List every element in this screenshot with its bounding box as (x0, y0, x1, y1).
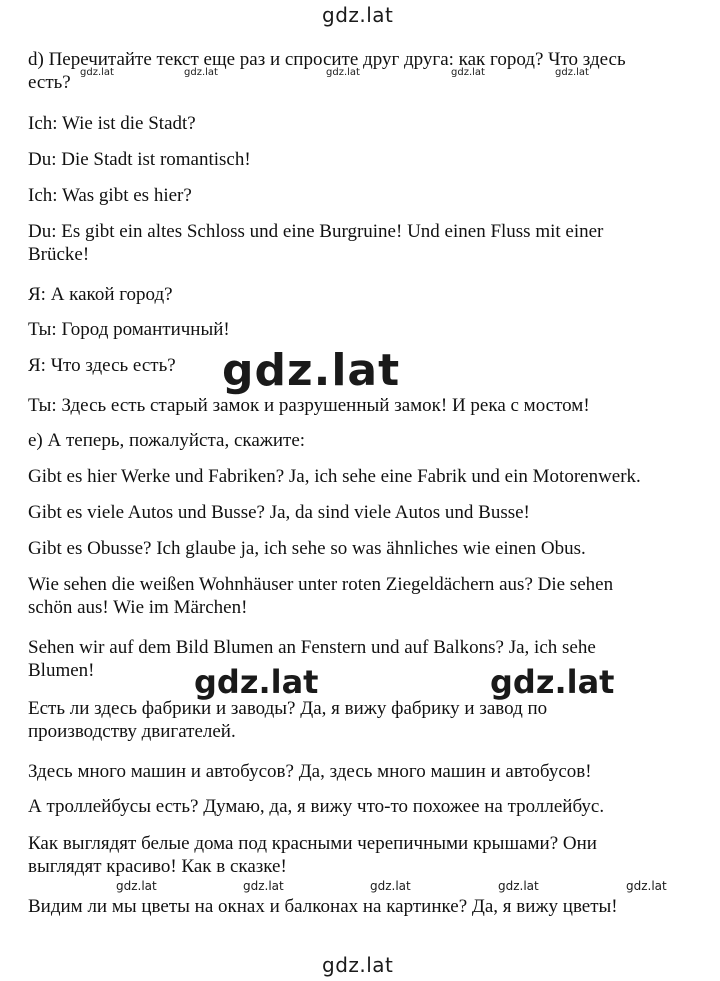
watermark-small: gdz.lat (243, 879, 284, 893)
paragraph (28, 895, 708, 918)
text-line: Sehen wir auf dem Bild Blumen an Fenstern und auf Balkons? Ja, ich sehe (28, 637, 596, 658)
paragraph (28, 573, 708, 619)
watermark-small: gdz.lat (555, 67, 589, 78)
paragraph (28, 220, 708, 266)
text-line: Gibt es hier Werke und Fabriken? Ja, ich sehe eine Fabrik und ein Motorenwerk. (28, 466, 641, 487)
watermark-small: gdz.lat (626, 879, 667, 893)
text-line: Gibt es viele Autos und Busse? Ja, da sind viele Autos und Busse! (28, 502, 530, 523)
text-line: schön aus! Wie im Märchen! (28, 597, 248, 618)
text-line: Есть ли здесь фабрики и заводы? Да, я вижу фабрику и завод по (28, 698, 548, 719)
watermark-mid: gdz.lat (194, 663, 319, 701)
paragraph (28, 795, 708, 818)
paragraph (28, 394, 708, 417)
paragraph (28, 501, 708, 524)
watermark-small: gdz.lat (184, 67, 218, 78)
text-line: Я: А какой город? (28, 284, 173, 305)
text-line: Видим ли мы цветы на окнах и балконах на картинке? Да, я вижу цветы! (28, 896, 618, 917)
text-line: Du: Die Stadt ist romantisch! (28, 149, 251, 170)
paragraph-task-d (28, 48, 708, 94)
paragraph (28, 760, 708, 783)
text-line: производству двигателей. (28, 721, 236, 742)
watermark-small: gdz.lat (80, 67, 114, 78)
watermark-small: gdz.lat (498, 879, 539, 893)
paragraph (28, 697, 708, 743)
paragraph-task-e (28, 429, 708, 452)
paragraph (28, 148, 708, 171)
watermark-small: gdz.lat (451, 67, 485, 78)
text-line: Blumen! (28, 660, 95, 681)
paragraph (28, 537, 708, 560)
text-line: Я: Что здесь есть? (28, 355, 176, 376)
text-line: Wie sehen die weißen Wohnhäuser unter roten Ziegeldächern aus? Die sehen (28, 574, 614, 595)
text-line: Ты: Город романтичный! (28, 319, 230, 340)
watermark-small: gdz.lat (370, 879, 411, 893)
paragraph (28, 184, 708, 207)
watermark-mid: gdz.lat (490, 663, 615, 701)
text-line: Ich: Was gibt es hier? (28, 185, 192, 206)
watermark-bottom: gdz.lat (322, 953, 394, 977)
paragraph (28, 318, 708, 341)
text-line: Brücke! (28, 244, 90, 265)
text-line: Как выглядят белые дома под красными черепичными крышами? Они (28, 833, 597, 854)
text-line: Du: Es gibt ein altes Schloss und eine Burgruine! Und einen Fluss mit einer (28, 221, 604, 242)
text-line: Ich: Wie ist die Stadt? (28, 113, 196, 134)
text-line: А троллейбусы есть? Думаю, да, я вижу что-то похожее на троллейбус. (28, 796, 605, 817)
text-line: Здесь много машин и автобусов? Да, здесь много машин и автобусов! (28, 761, 592, 782)
watermark-large: gdz.lat (222, 345, 401, 396)
watermark-top: gdz.lat (322, 3, 394, 27)
paragraph (28, 832, 708, 878)
text-line: d) Перечитайте текст еще раз и спросите друг друга: как город? Что здесь (28, 49, 626, 70)
text-line: Gibt es Obusse? Ich glaube ja, ich sehe so was ähnliches wie einen Obus. (28, 538, 586, 559)
watermark-small: gdz.lat (326, 67, 360, 78)
text-line: e) А теперь, пожалуйста, скажите: (28, 430, 306, 451)
paragraph (28, 283, 708, 306)
paragraph (28, 465, 708, 488)
text-line: есть? (28, 72, 71, 93)
paragraph (28, 112, 708, 135)
text-line: выглядят красиво! Как в сказке! (28, 856, 287, 877)
watermark-small: gdz.lat (116, 879, 157, 893)
text-line: Ты: Здесь есть старый замок и разрушенный замок! И река с мостом! (28, 395, 590, 416)
